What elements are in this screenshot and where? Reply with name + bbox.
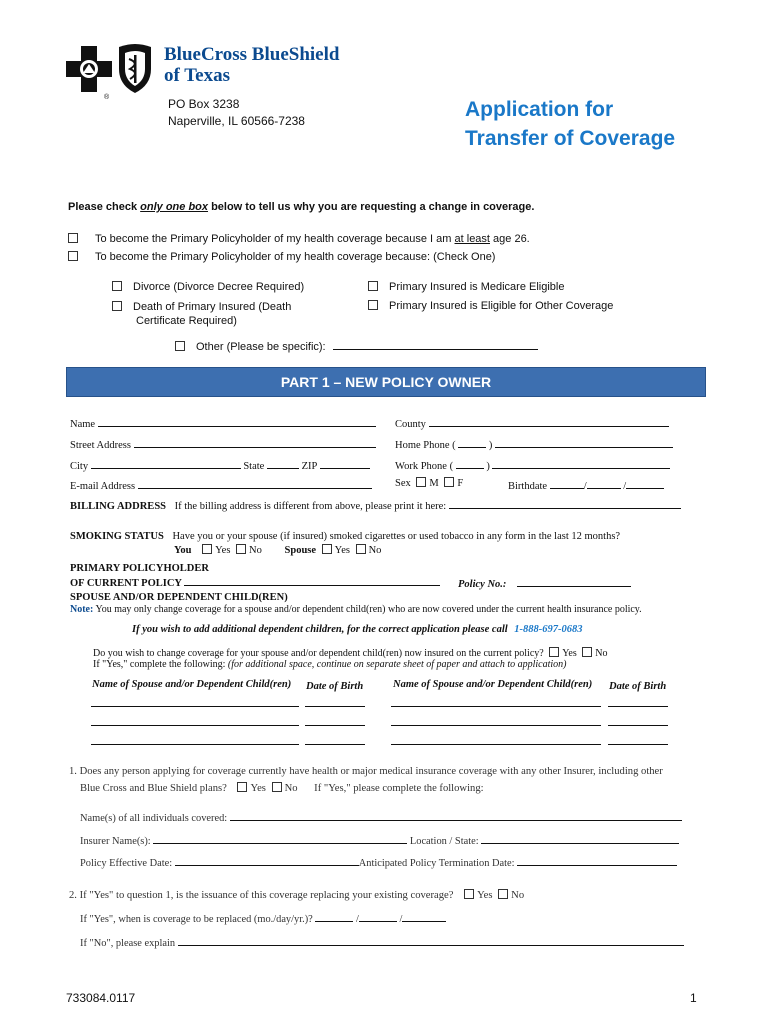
replace-year-input[interactable] [402,910,446,922]
replace-month-input[interactable] [315,910,353,922]
smoking-spouse-no-checkbox[interactable] [356,544,366,554]
if-yes-note: (for additional space, continue on separate sheet of paper and attach to application) [227,659,567,670]
spouse-heading: SPOUSE AND/OR DEPENDENT CHILD(REN) [70,592,288,603]
smoking-you-label: You [174,545,192,556]
birth-year-input[interactable] [626,477,664,489]
reason-age-suffix: age 26. [489,233,530,245]
medicare-label: Primary Insured is Medicare Eligible [389,281,565,293]
location-input[interactable] [481,832,679,844]
q2-yes-checkbox[interactable] [464,889,474,899]
dependents-col-name-right: Name of Spouse and/or Dependent Child(ren) [393,679,593,690]
birth-month-input[interactable] [550,477,584,489]
brand-line-2: of Texas [164,65,230,86]
city-row [70,457,370,472]
insurer-input[interactable] [153,832,407,844]
medicare-checkbox[interactable] [368,281,378,291]
termination-date-input[interactable] [517,854,677,866]
reason-other-coverage [368,300,613,312]
death-checkbox[interactable] [112,301,122,311]
intro-emphasis: only one box [140,201,209,213]
divorce-label: Divorce (Divorce Decree Required) [133,281,305,293]
zip-label: ZIP [301,461,317,472]
county-row [395,415,669,430]
other-coverage-checkbox[interactable] [368,300,378,310]
policy-no-input[interactable] [517,575,631,587]
reason-age-26 [68,233,530,245]
smoking-spouse-label: Spouse [284,545,317,556]
birthdate-row [508,477,664,492]
sex-female-label: F [457,478,464,489]
replace-day-input[interactable] [359,910,397,922]
if-yes-prefix: If "Yes," complete the following: [93,659,226,670]
smoking-row [70,531,620,542]
email-label: E-mail Address [70,481,136,492]
home-phone-area-input[interactable] [458,436,486,448]
dependent-dob-input-5[interactable] [305,733,365,745]
names-covered-row [80,809,682,824]
primary-holder-block [70,562,440,590]
effective-date-label: Policy Effective Date: [80,858,173,869]
reason-other [175,338,538,353]
smoking-spouse-yes-label: Yes [334,545,350,556]
add-dependents-text: If you wish to add additional dependent children, for the correct application please call [132,624,508,635]
q1-yes-label: Yes [250,783,266,794]
reason-age-prefix: To become the Primary Policyholder of my health coverage because I am [95,233,455,245]
q2-text: 2. If "Yes" to question 1, is the issuance of this coverage replacing your existing coverage? [69,890,454,901]
sex-male-checkbox[interactable] [416,477,426,487]
change-yes-label: Yes [562,648,577,659]
dependent-name-input-3[interactable] [91,714,299,726]
if-yes-row [93,659,567,670]
primary-holder-line-2: OF CURRENT POLICY [70,578,182,589]
primary-holder-line-2-row [70,575,440,590]
name-row [70,415,376,430]
q2-when-label: If "Yes", when is coverage to be replaced (mo./day/yr.)? [80,914,313,925]
reason-because [68,251,495,263]
street-row [70,436,376,451]
dependent-dob-input-6[interactable] [608,733,668,745]
blue-shield-icon [116,43,154,95]
form-number: 733084.0117 [66,991,136,1005]
smoking-question: Have you or your spouse (if insured) smoked cigarettes or used tobacco in any form in the last 12 months? [172,531,621,542]
dependent-dob-input-1[interactable] [305,695,365,707]
primary-holder-input[interactable] [184,575,440,586]
reason-age-underlined: at least [454,233,490,245]
change-no-checkbox[interactable] [582,647,592,657]
state-input[interactable] [267,457,299,469]
change-yes-checkbox[interactable] [549,647,559,657]
q2-when-row [80,910,446,925]
insurer-label: Insurer Name(s): [80,836,151,847]
reason-medicare [368,281,564,293]
county-input[interactable] [429,415,669,427]
brand-name [164,44,339,86]
sex-female-checkbox[interactable] [444,477,454,487]
replace-slash-2: / [399,914,403,925]
dependents-col-dob-right: Date of Birth [609,681,667,692]
work-phone-paren: ) [486,461,490,472]
billing-label: BILLING ADDRESS [70,501,166,512]
q1-if-yes: If "Yes," please complete the following: [314,783,484,794]
title-line-1: Application for [465,98,614,121]
dependent-name-input-4[interactable] [391,714,601,726]
death-label-line-1: Death of Primary Insured (Death [133,301,292,313]
billing-text: If the billing address is different from above, please print it here: [174,501,447,512]
reason-age-26-checkbox[interactable] [68,233,78,243]
birthdate-label: Birthdate [508,481,548,492]
q1-yes-checkbox[interactable] [237,782,247,792]
smoking-you-no-label: No [249,545,262,556]
other-label: Other (Please be specific): [196,341,326,353]
q2-row [69,889,524,901]
work-phone-label: Work Phone ( [395,461,454,472]
termination-date-label: Anticipated Policy Termination Date: [358,858,515,869]
page-title [465,95,675,153]
smoking-spouse-no-label: No [368,545,382,556]
names-covered-input[interactable] [230,809,682,821]
city-label: City [70,461,89,472]
address-line-2: Naperville, IL 60566-7238 [168,114,305,128]
policy-no-row [458,575,631,590]
logo [66,40,156,100]
smoking-spouse-yes-checkbox[interactable] [322,544,332,554]
title-line-2: Transfer of Coverage [465,127,676,150]
other-checkbox[interactable] [175,341,185,351]
dependent-name-input-6[interactable] [391,733,601,745]
change-question-row [93,647,608,659]
q2-no-explain-input[interactable] [178,934,684,946]
location-label: Location / State: [409,836,479,847]
state-label: State [243,461,265,472]
home-phone-row [395,436,673,451]
other-coverage-label: Primary Insured is Eligible for Other Coverage [389,300,614,312]
home-phone-paren: ) [488,440,493,451]
dependent-name-input-2[interactable] [391,695,601,707]
name-input[interactable] [98,415,376,427]
effective-date-input[interactable] [175,854,359,866]
phone-number[interactable]: 1-888-697-0683 [514,624,583,635]
county-label: County [395,419,426,430]
part1-header: PART 1 – NEW POLICY OWNER [66,367,706,397]
sex-label: Sex [395,478,411,489]
sex-row [395,477,463,489]
dependents-col-dob-left: Date of Birth [306,681,364,692]
dependent-dob-input-2[interactable] [608,695,668,707]
work-phone-area-input[interactable] [456,457,484,469]
registered-mark: ® [104,94,110,101]
reason-death [112,300,291,328]
birth-day-input[interactable] [587,477,621,489]
dependent-dob-input-4[interactable] [608,714,668,726]
home-phone-input[interactable] [495,436,673,448]
dates-row [80,854,677,869]
dependent-dob-input-3[interactable] [305,714,365,726]
q2-no-label: No [511,890,525,901]
billing-row [70,497,681,512]
street-label: Street Address [70,440,131,451]
reason-because-label: To become the Primary Policyholder of my health coverage because: (Check One) [95,251,496,263]
policy-no-label: Policy No.: [458,579,507,590]
q2-yes-label: Yes [477,890,493,901]
name-label: Name [70,419,96,430]
intro-instruction [68,201,534,213]
address-line-1: PO Box 3238 [168,97,240,111]
dependent-name-input-1[interactable] [91,695,299,707]
intro-suffix: below to tell us why you are requesting a change in coverage. [208,201,535,213]
email-row [70,477,372,492]
dependents-col-name-left: Name of Spouse and/or Dependent Child(ren) [92,679,292,690]
birth-slash-2: / [623,481,627,492]
email-input[interactable] [138,477,372,489]
q1-line-2 [80,782,484,794]
intro-prefix: Please check [68,201,141,213]
birth-slash-1: / [583,481,587,492]
work-phone-row [395,457,670,472]
note-label: Note: [70,604,94,615]
page-number: 1 [690,991,697,1005]
primary-holder-line-1: PRIMARY POLICYHOLDER [70,563,209,574]
other-input[interactable] [333,338,538,350]
smoking-you-no-checkbox[interactable] [236,544,246,554]
reason-because-checkbox[interactable] [68,251,78,261]
note-row [70,604,642,615]
blue-cross-icon [66,46,112,96]
q1-line-1: 1. Does any person applying for coverage currently have health or major medical insurance coverage with any other Insurer, including other [69,766,663,777]
insurer-row [80,832,679,847]
q2-no-explain-label: If "No", please explain [80,938,176,949]
change-no-label: No [595,648,608,659]
zip-input[interactable] [320,457,370,469]
q1-no-checkbox[interactable] [272,782,282,792]
street-input[interactable] [134,436,376,448]
smoking-label: SMOKING STATUS [70,531,164,542]
q1-no-label: No [284,783,298,794]
brand-line-1: BlueCross BlueShield [164,44,340,65]
q1-line-2-prefix: Blue Cross and Blue Shield plans? [80,783,227,794]
q2-no-row [80,934,684,949]
reason-divorce [112,281,304,293]
death-label-line-2: Certificate Required) [136,315,237,327]
replace-slash-1: / [356,914,359,925]
city-input[interactable] [91,457,241,469]
names-covered-label: Name(s) of all individuals covered: [80,813,228,824]
sex-male-label: M [429,478,439,489]
q2-no-checkbox[interactable] [498,889,508,899]
smoking-you-yes-checkbox[interactable] [202,544,212,554]
add-dependents-row [132,624,583,635]
smoking-answers [174,544,381,556]
change-question: Do you wish to change coverage for your spouse and/or dependent child(ren) now insured on the current policy? [93,648,544,659]
work-phone-input[interactable] [492,457,670,469]
dependent-name-input-5[interactable] [91,733,299,745]
billing-input[interactable] [449,497,681,509]
mailing-address [168,96,305,130]
smoking-you-yes-label: Yes [215,545,231,556]
divorce-checkbox[interactable] [112,281,122,291]
home-phone-label: Home Phone ( [395,440,456,451]
note-text: You may only change coverage for a spouse and/or dependent child(ren) who are now covered under the current health insurance policy. [95,604,642,615]
